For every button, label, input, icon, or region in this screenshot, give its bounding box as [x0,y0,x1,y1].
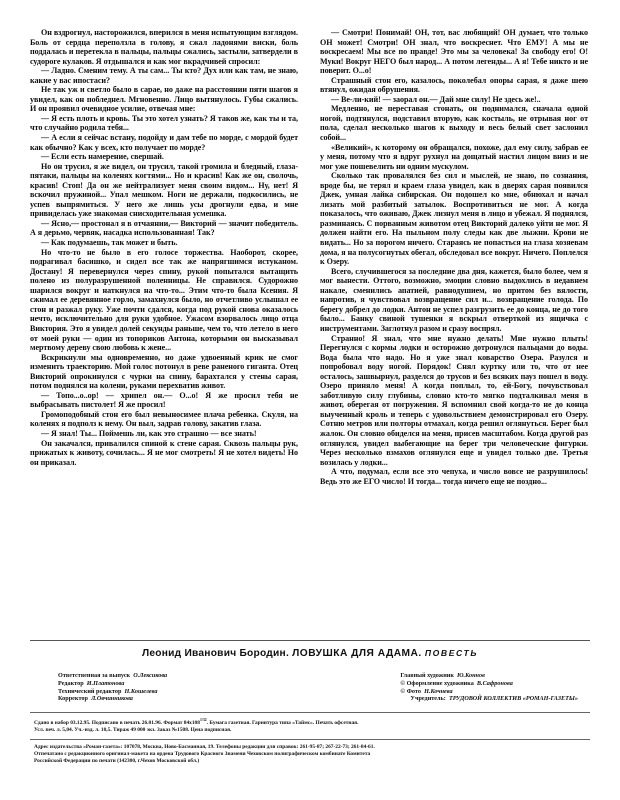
credit-line [58,688,167,696]
colophon-block [30,640,590,765]
paragraph: Вскрикнули мы одновременно, но даже удвоенный крик не смог изменить траекторию. Мой голос потонул в реве раненого гиганта. Отец Викторий опрокинулся с чурки на спину, барахтался у стены сарая, потом поднялся на колени, руками перехватив живот. [30,352,298,391]
imprint-line-1b-text: . Бумага газетная. Гарнитура типа «Таймс». Печать офсетная. [206,719,359,726]
credit-person: О.Лексикова [133,672,168,679]
two-column-body [30,28,590,486]
paragraph: — Топо...о..ор! — хрипел он.— О...о! Я же просил тебя не выбрасывать пистолет! Я же просил! [30,390,298,410]
paragraph: — Как подумаешь, так может и быть. [41,238,178,248]
credit-person: Н.Кошелева [124,687,158,695]
text-column-left [30,28,298,467]
paragraph: — Ве-ли-кий! — заорал он.— Дай мне силу! Не здесь же!.. [331,94,541,104]
book-title-line [30,648,590,659]
imprint-line-1-text: Сдано в набор 03.12.95. Подписано в печать 26.01.96. Формат 84х108 [34,719,200,726]
paragraph: Странно! Я знал, что мне нужно делать! Мне нужно плыть! Перегнулся с кормы лодки и осторожно дотронулся пальцами до воды. Вода была что надо. Но я уже знал коварство Озера. Разулся и попробовал воду ногой. Порядок! Снял куртку или то, что от нее осталось, зашвырнул, разделся до трусов и без всяких пауз пошел в воду. Озеро приняло меня! А когда поплыл, то, ей-Богу, почувствовал заботливую силу глубины, словно кто-то мягко подталкивал меня в живот, оберегая от погружения. Я вспомнил свой когда-то не до конца выученный кроль и теперь с удовольствием демонстрировал его Озеру. Сотню метров или полторы отмахал, когда решил оглянуться. Берег был жалок. Он словно обиделся на меня, присев масштабом. Когда другой раз оглянулся, увидел выбегающие на берег три человеческие фигурки. Через несколько взмахов оглянулся еще и увидел только две. Третья возилась у лодки... [320,333,588,467]
paragraph: Громоподобный стон его был невыносимее плача ребенка. Скуля, на коленях я подполз к нему. Он выл, задрав голову, закатив глаза. [30,409,298,429]
credit-role: Редактор [58,679,84,687]
credit-person: Л.Овчинникова [91,695,133,703]
imprint-line-1 [34,717,586,727]
paragraph: Но он трусил, я же видел, он трусил, такой громила и бледный, глаза-пятаки, пальцы на коленях когтями... Но и красив! Как же он, сволочь, красив! Стоп! Да он же нейтрализует меня своим видом... Ну, нет! Я вскочил пружиной... Упал мешком. Ноги не держали, подкосились, не успев выпрямиться. У него же лишь усы дрогнули едва, и мне привиделась уже знакомая снисходительная усмешка. [30,161,298,219]
credit-line [400,695,578,703]
address-line-3: Российской Федерации по печати (142300, г.Чехов Московской обл.) [34,757,200,764]
genre-label: ПОВЕСТЬ [424,648,479,658]
paragraph: — Смотри! Понимай! ОН, тот, вас любящий! ОН думает, что только ОН может! Смотри! ОН знал, что воскреснет. Что ЕМУ! А мы не воскресаем! Мы все по правде! Это мы за человека! За свободу его! О! Муки! Вокруг НЕГО был народ... А потом легенды... А я! Тебе никто и не поверит. О...о! [320,28,588,76]
credit-role: © Оформление художника [400,679,474,687]
address-line-1: Адрес издательства «Роман-газета»: 107078, Москва, Ново-Басманная, 19. Телефоны редакции для справок: 261-95-87; 267-22-73; 261-84-61. [34,743,375,750]
paragraph: Медленно, не переставая стонать, он поднимался, сначала одной ногой, подтянулся, подставил вторую, как костыль, не отрывая ног от пола, сделал несколько шагов к выходу и весь белый свет заслонил собой... [320,104,588,143]
paragraph: — Я есть плоть и кровь. Ты это хотел узнать? Я таков же, как ты и та, что случайно родила тебя... [30,113,298,133]
paragraph: — Я знал! Ты... Поймешь ли, как это страшно — все знать! [41,428,257,438]
paragraph: Но что-то не было в его голосе торжества. Наоборот, скорее, подрагивал басишко, и сидел все так же напрягшимся истуканом. Достану! Я перевернулся через спину, рукой попытался вытащить полено из полуразрушенной поленницы. Не справился. Судорожно шарился вокруг и наткнулся на что-то... Этим что-то была Ксения. Я сжимал ее деревянное горло, замахнулся было, но отчетливо услышал ее стон и разжал руку. Уже почти сдался, когда под рукой снова оказалось нечто, исключительно для руки удобное. Ужасом взорвалось лицо отца Виктория. Это я увидел долей секунды раньше, чем то, что летело в него от моей руки — один из топориков Антона, которыми он высказывал мертвому дереву свою любовь к жене... [30,247,298,353]
paragraph: — А если я сейчас встану, подойду и дам тебе по морде, с мордой будет как обычно? Как у всех, кто получает по морде? [30,133,298,152]
credits-row [30,672,590,703]
paragraph: — Ладно. Сменим тему. А ты сам... Ты кто? Дух или как там, не знаю, какие у вас ипостаси? [30,66,298,85]
paragraph: Он вздрогнул, насторожился, вперился в меня испытующим взглядом. Боль от сердца переползла в голову, я сжал ладонями виски, боль поддалась и перетекла в пальцы, пальцы сжались, застыли, затвердели в судороге кулаков. Я отдышался и как мог вкрадчивей спросил: [30,28,298,66]
credit-person: ТРУДОВОЙ КОЛЛЕКТИВ «РОМАН-ГАЗЕТЫ» [448,695,578,703]
paragraph: Он закачался, привалился спиной к стене сарая. Сквозь пальцы рук, прижатых к животу, сочилась... Я не мог смотреть! Я не хотел видеть! Но он приказал. [30,438,298,467]
credit-line [400,680,578,688]
credits-right [382,672,578,703]
paragraph: «Великий», к которому он обращался, похоже, дал ему силу, забрав ее у меня, потому что я вдруг рухнул на дощатый настил лицом вниз и не мог уже пошевелить ни одним мускулом. [320,142,588,171]
text-column-right [320,28,588,486]
credit-role: Главный художник [400,672,454,679]
divider-top [30,640,590,641]
paragraph: Сколько так провалялся без сил и мыслей, не знаю, по сознания, вроде бы, не терял и краем глаза увидел, как в дверях сарая появился Джек, умная лайка сибирская. Он подошел ко мне, обнюхал и начал лизать мой разбитый затылок. Воспротивиться не мог. А когда показалось, что оживаю, Джек лизнул меня в лицо и убежал. Я поднялся, разминаясь. С порванным животом отец Викторий далеко уйти не мог. Я должен найти его. На пыльном полу следы как две лыжни. Крови не видать... Но за порогом ничего. Стараясь не попасться на глаза хозяевам дома, я на полусогнутых обегал, обследовал все вокруг. Ничего. Поплелся к Озеру. [320,171,588,267]
divider-bottom [30,739,590,740]
credit-line [58,695,167,703]
credit-line [58,672,167,680]
credit-person: И.Платонова [86,679,125,687]
credit-line [58,680,167,688]
credit-role: Учредитель: [410,695,446,703]
publisher-address [30,744,590,765]
paragraph: Страшный стон его, казалось, поколебал опоры сарая, я даже шею втянул, ожидая обрушения. [320,75,588,95]
credit-role: Корректор [58,695,88,703]
credit-role: Технический редактор [58,687,122,695]
imprint-specs [30,717,590,734]
credit-person: Н.Кочнева [424,687,453,695]
format-fraction: 1/32 [199,718,207,723]
paragraph: — Если есть намерение, свершай. [41,152,164,162]
address-line-2: Отпечатано с редакционного оригинал-макета на ордена Трудового Красного Знамени Чеховском полиграфическом комбинате Комитета [34,750,371,757]
imprint-line-2: Усл. печ. л. 5,04. Уч.-изд. л. 10,5. Тираж 49 000 экз. Заказ №1508. Цена подписная. [34,726,232,733]
credit-person: В.Сафронова [476,679,513,687]
paragraph: А что, подумал, если все это чепуха, и число вовсе не разрушилось! Ведь это же ЕГО число! И тогда... тогда ничего еще не поздно... [320,467,588,486]
credit-line [400,672,578,680]
work-title: ЛОВУШКА ДЛЯ АДАМА. [292,648,422,659]
author-name: Леонид Иванович Бородин. [141,648,290,659]
paragraph: Всего, случившегося за последние два дня, кажется, было более, чем я мог вынести. Оттого, возможно, эмоции словно выдохлись в недавнем накале, сменились апатией, равнодушием, но притом без вялости, напротив, я чувствовал возвращение сил и... возвращение голода. По берегу добрел до лодки. Антон не успел разгрузить ее до конца, не до того было... Банку свиной тушенки я вскрыл отверткой из ящичка с инструментами. Заглотнул разом и сразу воспрял. [320,266,588,333]
credit-role: Ответственная за выпуск [58,672,131,679]
credit-role: © Фото [400,687,421,695]
credits-left [58,672,167,703]
credit-person: Ю.Коннов [456,672,485,679]
paragraph: — Ясно,— простонал я в отчаянии,— Викторий — значит победитель. А я дерьмо, червяк, насадка использованная! Так? [30,218,298,238]
paragraph: Не так уж и светло было в сарае, но даже на расстоянии пяти шагов я увидел, как он побледнел. Мгновенно. Лицо вытянулось. Губы сжались. И он проявил очевидное усилие, отвечая мне: [30,85,298,114]
divider-mid [30,712,590,713]
